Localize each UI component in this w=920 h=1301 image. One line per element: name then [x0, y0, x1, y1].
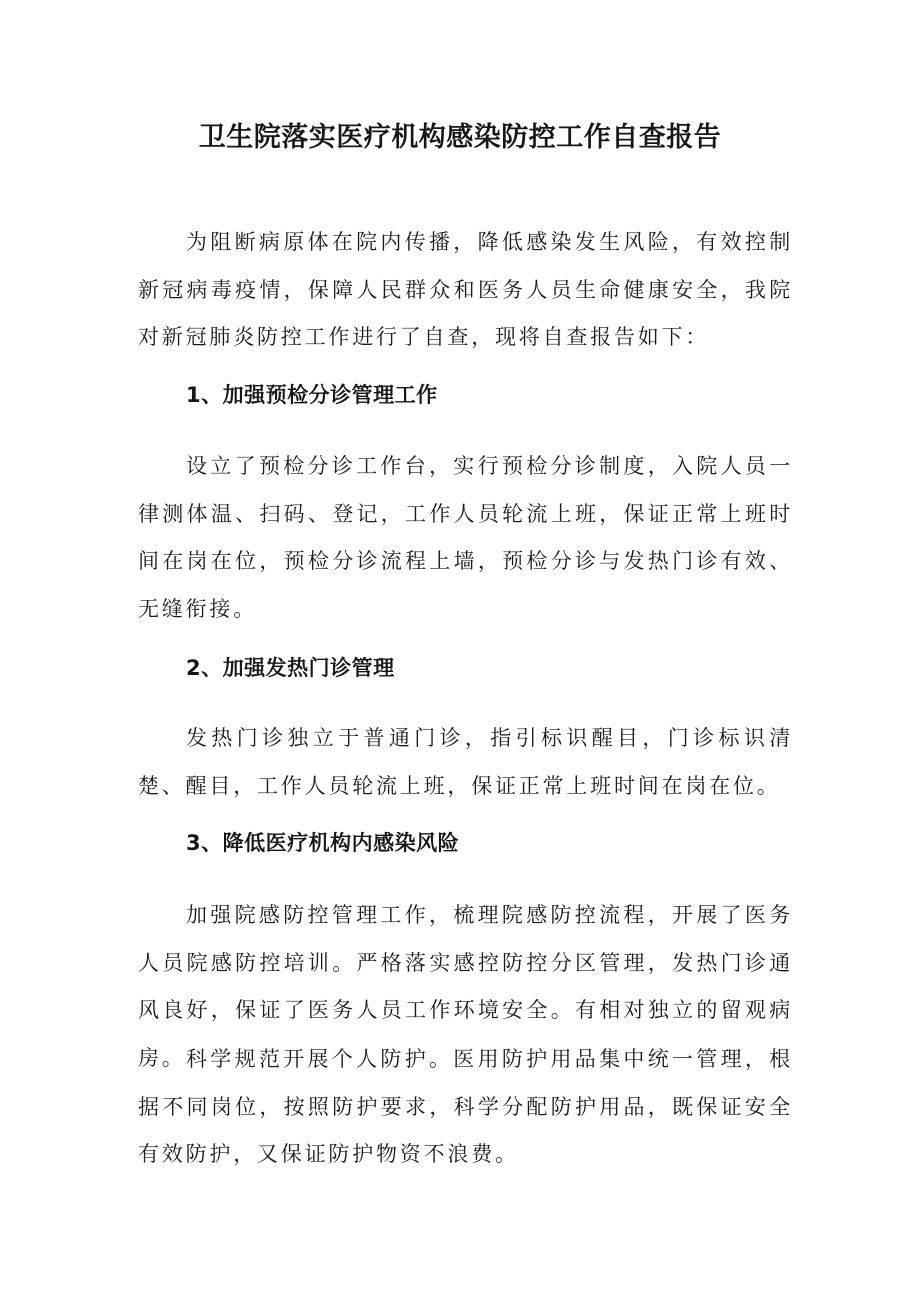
section-1-heading: 1、加强预检分诊管理工作	[186, 383, 438, 407]
document-title: 卫生院落实医疗机构感染防控工作自查报告	[198, 122, 722, 153]
section-3-paragraph-1: 加强院感防控管理工作，梳理院感防控流程，开展了医务人员院感防控培训。严格落实感控防控分区管理，发热门诊通风良好，保证了医务人员工作环境安全。有相对独立的留观病房。	[138, 903, 793, 1070]
section-3-heading: 3、降低医疗机构内感染风险	[186, 831, 460, 855]
intro-paragraph: 为阻断病原体在院内传播，降低感染发生风险，有效控制新冠病毒疫情，保障人民群众和医务人员生命健康安全，我院对新冠肺炎防控工作进行了自查，现将自查报告如下：	[138, 230, 793, 349]
section-2-paragraph: 发热门诊独立于普通门诊，指引标识醒目，门诊标识清楚、醒目，工作人员轮流上班，保证正常上班时间在岗在位。	[138, 726, 793, 798]
section-1-paragraph: 设立了预检分诊工作台，实行预检分诊制度，入院人员一律测体温、扫码、登记，工作人员轮流上班，保证正常上班时间在岗在位，预检分诊流程上墙，预检分诊与发热门诊有效、无缝衔接。	[138, 454, 793, 621]
section-3-paragraph-2: 科学规范开展个人防护。医用防护用品集中统一管理，根据不同岗位，按照防护要求，科学分配防护用品，既保证安全有效防护，又保证防护物资不浪费。	[138, 1047, 793, 1166]
section-2-heading: 2、加强发热门诊管理	[186, 656, 395, 680]
